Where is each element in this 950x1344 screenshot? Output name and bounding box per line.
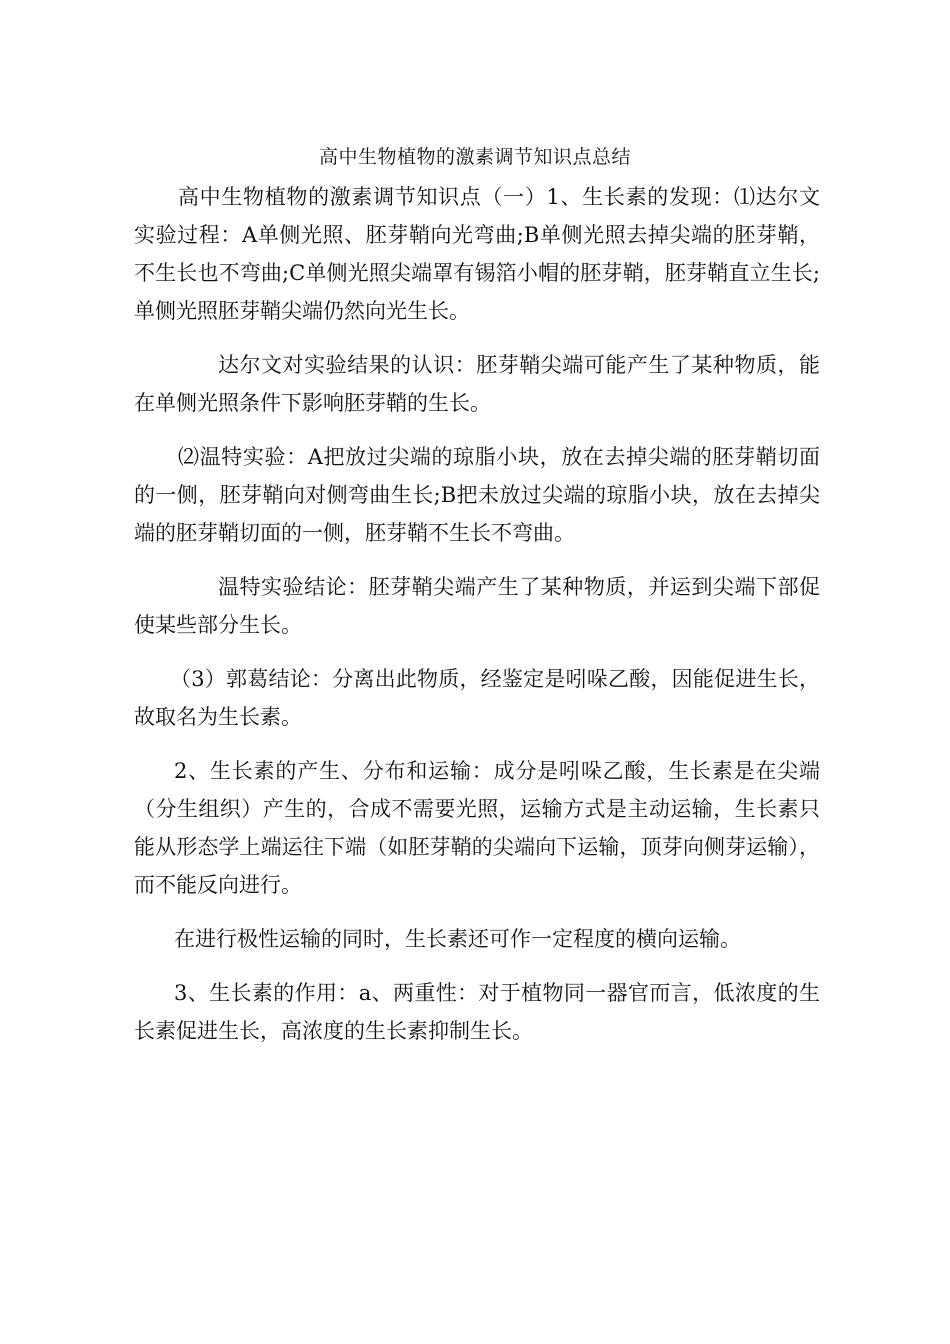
document-body [134, 178, 820, 1066]
paragraph-went-conclusion: 温特实验结论：胚芽鞘尖端产生了某种物质，并运到尖端下部促使某些部分生长。 [134, 575, 820, 637]
paragraph-darwin-conclusion: 达尔文对实验结果的认识：胚芽鞘尖端可能产生了某种物质，能在单侧光照条件下影响胚芽鞘的生长。 [134, 353, 820, 415]
paragraph-auxin-discovery-darwin: 高中生物植物的激素调节知识点（一）1、生长素的发现：⑴达尔文实验过程：A单侧光照、胚芽鞘向光弯曲;B单侧光照去掉尖端的胚芽鞘，不生长也不弯曲;C单侧光照尖端罩有锡箔小帽的胚芽鞘，胚芽鞘直立生长;单侧光照胚芽鞘尖端仍然向光生长。 [134, 185, 820, 323]
paragraph-auxin-function: 3、生长素的作用：a、两重性：对于植物同一器官而言，低浓度的生长素促进生长，高浓度的生长素抑制生长。 [134, 981, 820, 1043]
paragraph-kogl-conclusion: （3）郭葛结论：分离出此物质，经鉴定是吲哚乙酸，因能促进生长，故取名为生长素。 [134, 667, 820, 729]
paragraph-auxin-production-transport: 2、生长素的产生、分布和运输：成分是吲哚乙酸，生长素是在尖端（分生组织）产生的，合成不需要光照，运输方式是主动运输，生长素只能从形态学上端运往下端（如胚芽鞘的尖端向下运输，顶芽向侧芽运输），而不能反向进行。 [134, 759, 820, 897]
paragraph-lateral-transport: 在进行极性运输的同时，生长素还可作一定程度的横向运输。 [174, 927, 741, 951]
paragraph-went-experiment: ⑵温特实验：A把放过尖端的琼脂小块，放在去掉尖端的胚芽鞘切面的一侧，胚芽鞘向对侧弯曲生长;B把未放过尖端的琼脂小块，放在去掉尖端的胚芽鞘切面的一侧，胚芽鞘不生长不弯曲。 [134, 445, 820, 545]
document-title: 高中生物植物的激素调节知识点总结 [318, 146, 631, 168]
